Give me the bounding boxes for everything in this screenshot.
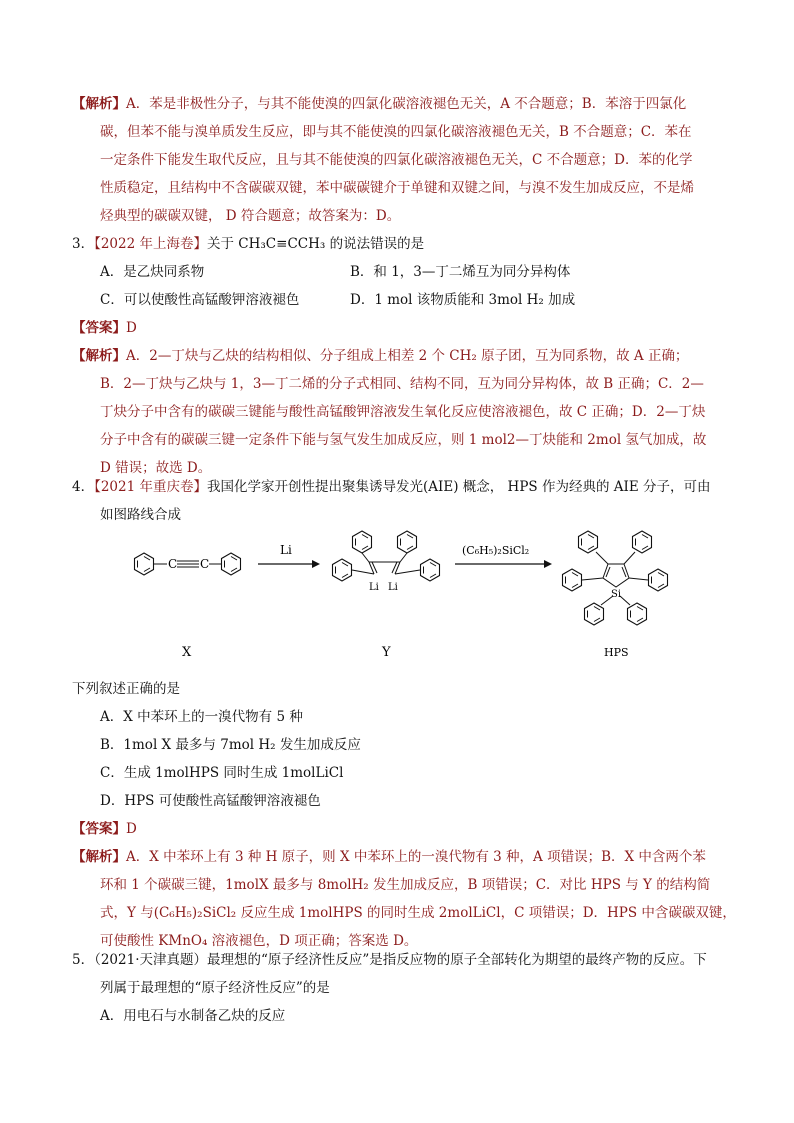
atom-label: Li bbox=[369, 582, 379, 593]
answer-line bbox=[72, 314, 727, 342]
question-prompt: 下列叙述正确的是 bbox=[72, 681, 180, 697]
molecule-hps bbox=[563, 531, 668, 659]
reagent-li: Li bbox=[280, 543, 292, 557]
arrow-1 bbox=[258, 543, 320, 568]
atom-label: Si bbox=[611, 589, 622, 600]
question-number: 3． bbox=[72, 236, 95, 252]
question-text: 关于 CH₃C≡CCH₃ 的说法错误的是 bbox=[207, 236, 425, 252]
analysis-text: 性质稳定，且结构中不含碳碳双键，苯中碳碳键介于单键和双键之间，与溴不发生加成反应，不是烯 bbox=[100, 180, 694, 196]
q2-analysis bbox=[72, 90, 727, 230]
atom-label: Li bbox=[388, 582, 398, 593]
option-a: A．是乙炔同系物 bbox=[100, 264, 205, 280]
question-stem bbox=[72, 946, 727, 974]
question-4-body bbox=[72, 675, 736, 955]
option-row bbox=[72, 286, 727, 314]
analysis-text: 丁炔分子中含有的碳碳三键能与酸性高锰酸钾溶液发生氧化反应使溶液褪色，故 C 正确；D．2—丁炔 bbox=[100, 404, 706, 420]
reaction-scheme-figure bbox=[110, 528, 690, 668]
question-5 bbox=[72, 946, 727, 1030]
atom-label: C bbox=[200, 557, 210, 571]
analysis-text: D 错误；故选 D。 bbox=[100, 460, 212, 476]
question-text: 列属于最理想的“原子经济性反应”的是 bbox=[100, 980, 330, 996]
analysis-text: 式，Y 与(C₆H₅)₂SiCl₂ 反应生成 1molHPS 的同时生成 2molLiCl，C 项错误；D．HPS 中含碳碳双键， bbox=[100, 905, 736, 921]
analysis-text: 可使酸性 KMnO₄ 溶液褪色，D 项正确；答案选 D。 bbox=[100, 933, 418, 949]
option-c: C．生成 1molHPS 同时生成 1molLiCl bbox=[100, 765, 344, 781]
question-source: （2021·天津真题） bbox=[94, 952, 207, 968]
option-b: B．1mol X 最多与 7mol H₂ 发生加成反应 bbox=[100, 737, 361, 753]
option-a: A．用电石与水制备乙炔的反应 bbox=[100, 1008, 286, 1024]
answer-line bbox=[72, 815, 727, 843]
analysis-text: A．2—丁炔与乙炔的结构相似、分子组成上相差 2 个 CH₂ 原子团，互为同系物，故 A 正确； bbox=[126, 348, 689, 364]
option-b: B．和 1，3—丁二烯互为同分异构体 bbox=[350, 264, 571, 280]
atom-label: C bbox=[168, 557, 178, 571]
question-stem bbox=[72, 230, 727, 258]
analysis-text: 环和 1 个碳碳三键，1molX 最多与 8molH₂ 发生加成反应，B 项错误；C．对比 HPS 与 Y 的结构简 bbox=[100, 877, 711, 893]
question-text: 如图路线合成 bbox=[100, 507, 181, 523]
analysis-text: B．2—丁炔与乙炔与 1，3—丁二烯的分子式相同、结构不同，互为同分异构体，故 B 正确；C．2— bbox=[100, 376, 704, 392]
question-number: 4． bbox=[72, 479, 95, 495]
analysis-text: 分子中含有的碳碳三键一定条件下能与氢气发生加成反应，则 1 mol2—丁炔能和 2mol 氢气加成，故 bbox=[100, 432, 707, 448]
answer-tag: 【答案】 bbox=[72, 320, 126, 336]
question-source: 【2022 年上海卷】 bbox=[94, 236, 207, 252]
option-d: D．1 mol 该物质能和 3mol H₂ 加成 bbox=[350, 292, 576, 308]
analysis-tag: 【解析】 bbox=[72, 96, 126, 112]
question-number: 5． bbox=[72, 952, 95, 968]
question-stem bbox=[72, 473, 727, 501]
question-text: 我国化学家开创性提出聚集诱导发光(AIE) 概念， HPS 作为经典的 AIE 分子，可由 bbox=[207, 479, 711, 495]
reagent-sicl2: (C₆H₅)₂SiCl₂ bbox=[462, 544, 530, 557]
question-text: 最理想的“原子经济性反应”是指反应物的原子全部转化为期望的最终产物的反应。下 bbox=[207, 952, 707, 968]
question-4 bbox=[72, 473, 727, 529]
analysis-text: 烃典型的碳碳双键， D 符合题意；故答案为：D。 bbox=[100, 208, 401, 224]
label-y: Y bbox=[382, 645, 391, 660]
analysis-tag: 【解析】 bbox=[72, 348, 126, 364]
analysis-text: A．苯是非极性分子，与其不能使溴的四氯化碳溶液褪色无关，A 不合题意；B．苯溶于四氯化 bbox=[126, 96, 687, 112]
analysis-text: 碳，但苯不能与溴单质发生反应，即与其不能使溴的四氯化碳溶液褪色无关，B 不合题意；C．苯在 bbox=[100, 124, 692, 140]
option-c: C．可以使酸性高锰酸钾溶液褪色 bbox=[100, 292, 300, 308]
option-d: D．HPS 可使酸性高锰酸钾溶液褪色 bbox=[100, 793, 321, 809]
answer-tag: 【答案】 bbox=[72, 821, 126, 837]
molecule-y bbox=[333, 531, 440, 660]
answer-value: D bbox=[126, 320, 137, 336]
option-a: A．X 中苯环上的一溴代物有 5 种 bbox=[100, 709, 303, 725]
arrow-2 bbox=[455, 544, 552, 568]
analysis-text: A．X 中苯环上有 3 种 H 原子，则 X 中苯环上的一溴代物有 3 种，A 项错误；B．X 中含两个苯 bbox=[126, 849, 706, 865]
label-hps: HPS bbox=[604, 646, 629, 659]
question-3 bbox=[72, 230, 727, 482]
analysis-tag: 【解析】 bbox=[72, 849, 126, 865]
label-x: X bbox=[182, 645, 192, 660]
question-source: 【2021 年重庆卷】 bbox=[94, 479, 207, 495]
molecule-x bbox=[135, 553, 241, 660]
analysis-text: 一定条件下能发生取代反应，且与其不能使溴的四氯化碳溶液褪色无关，C 不合题意；D．苯的化学 bbox=[100, 152, 693, 168]
option-row bbox=[72, 258, 727, 286]
answer-value: D bbox=[126, 821, 137, 837]
reaction-scheme bbox=[110, 528, 690, 668]
